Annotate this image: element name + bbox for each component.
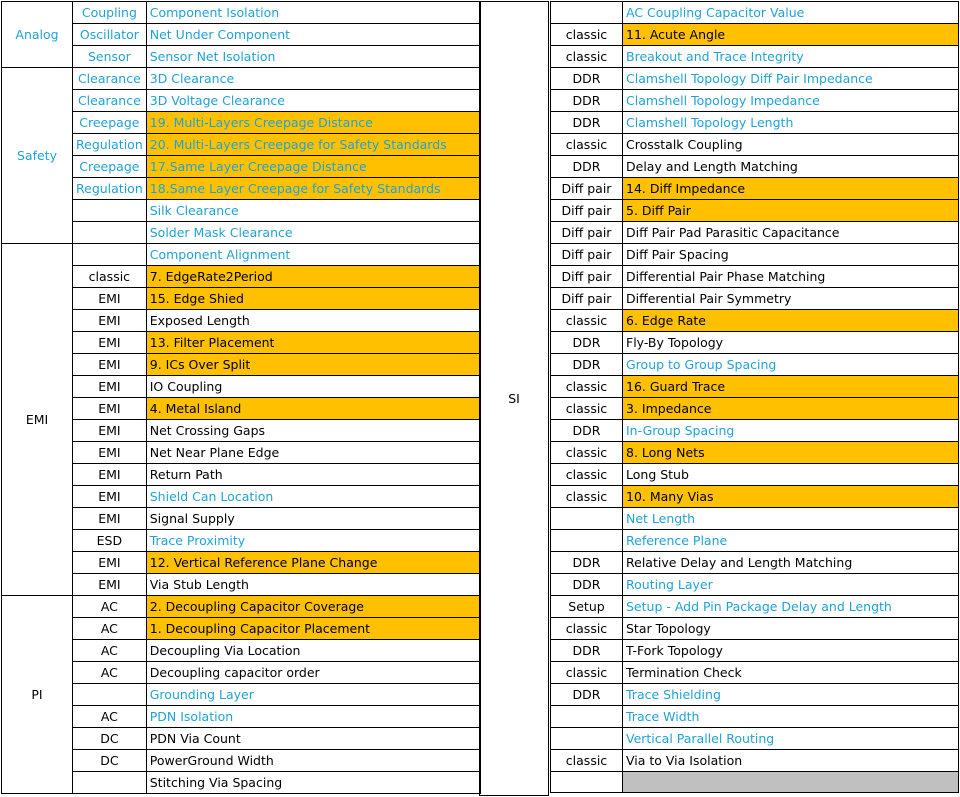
rule-subtype: DDR xyxy=(551,574,623,596)
rule-subtype: classic xyxy=(73,266,147,288)
rule-name[interactable]: Grounding Layer xyxy=(146,684,480,706)
rule-row xyxy=(2,530,481,552)
rule-subtype: DDR xyxy=(551,640,623,662)
rule-name: 9. ICs Over Split xyxy=(146,354,480,376)
rule-subtype: AC xyxy=(73,618,147,640)
rule-name[interactable]: Trace Shielding xyxy=(623,684,959,706)
rule-name[interactable]: 17.Same Layer Creepage Distance xyxy=(146,156,480,178)
rule-subtype xyxy=(73,684,147,706)
rule-subtype: EMI xyxy=(73,552,147,574)
rule-subtype: ESD xyxy=(73,530,147,552)
rule-row xyxy=(2,288,481,310)
rule-subtype: DDR xyxy=(551,420,623,442)
rule-row xyxy=(2,464,481,486)
rule-row xyxy=(2,200,481,222)
rule-row xyxy=(2,728,481,750)
rule-subtype: DDR xyxy=(551,332,623,354)
rule-subtype: Diff pair xyxy=(551,266,623,288)
rule-name: 12. Vertical Reference Plane Change xyxy=(146,552,480,574)
category-label-analog: Analog xyxy=(2,2,73,68)
rule-row xyxy=(551,552,959,574)
rule-subtype xyxy=(73,200,147,222)
rule-name: 3. Impedance xyxy=(623,398,959,420)
rule-name[interactable]: PDN Isolation xyxy=(146,706,480,728)
rule-name[interactable]: Net Under Component xyxy=(146,24,480,46)
rule-name: 8. Long Nets xyxy=(623,442,959,464)
rule-name: Relative Delay and Length Matching xyxy=(623,552,959,574)
rule-name[interactable]: Component Isolation xyxy=(146,2,480,24)
rule-name[interactable]: Vertical Parallel Routing xyxy=(623,728,959,750)
rule-subtype: Oscillator xyxy=(73,24,147,46)
rule-name[interactable]: Net Length xyxy=(623,508,959,530)
rule-row xyxy=(2,112,481,134)
rule-name: 4. Metal Island xyxy=(146,398,480,420)
rule-subtype: DDR xyxy=(551,354,623,376)
empty-cell xyxy=(623,772,959,793)
left-rule-table xyxy=(1,1,481,794)
rule-subtype: classic xyxy=(551,398,623,420)
rule-subtype xyxy=(551,2,623,24)
rule-name[interactable]: In-Group Spacing xyxy=(623,420,959,442)
rule-subtype: AC xyxy=(73,640,147,662)
rule-name[interactable]: Clamshell Topology Diff Pair Impedance xyxy=(623,68,959,90)
rule-name[interactable]: 20. Multi-Layers Creepage for Safety Standards xyxy=(146,134,480,156)
rule-subtype: DC xyxy=(73,750,147,772)
rule-row xyxy=(2,574,481,596)
rule-subtype xyxy=(551,772,623,793)
rule-subtype: DDR xyxy=(551,112,623,134)
rule-name: IO Coupling xyxy=(146,376,480,398)
rule-subtype: AC xyxy=(73,596,147,618)
rule-subtype: EMI xyxy=(73,376,147,398)
rule-subtype: Sensor xyxy=(73,46,147,68)
rule-name[interactable]: 19. Multi-Layers Creepage Distance xyxy=(146,112,480,134)
rule-subtype: Regulation xyxy=(73,178,147,200)
rule-row xyxy=(551,750,959,772)
rule-name[interactable]: Reference Plane xyxy=(623,530,959,552)
rule-subtype: DDR xyxy=(551,156,623,178)
rule-row xyxy=(551,156,959,178)
rule-subtype: EMI xyxy=(73,310,147,332)
rule-name[interactable]: Trace Proximity xyxy=(146,530,480,552)
rule-row xyxy=(2,310,481,332)
rule-name: Star Topology xyxy=(623,618,959,640)
rule-row xyxy=(2,90,481,112)
rule-subtype: Setup xyxy=(551,596,623,618)
rule-name: Via Stub Length xyxy=(146,574,480,596)
rule-row xyxy=(2,266,481,288)
rule-subtype: classic xyxy=(551,618,623,640)
rule-row xyxy=(2,640,481,662)
rule-subtype: classic xyxy=(551,442,623,464)
rule-row xyxy=(2,772,481,794)
rule-name: Crosstalk Coupling xyxy=(623,134,959,156)
rule-subtype: classic xyxy=(551,486,623,508)
rule-row xyxy=(2,662,481,684)
rule-subtype: EMI xyxy=(73,574,147,596)
category-label-emi: EMI xyxy=(2,244,73,596)
rule-subtype xyxy=(551,728,623,750)
rule-name: Differential Pair Symmetry xyxy=(623,288,959,310)
rule-name: 11. Acute Angle xyxy=(623,24,959,46)
rule-subtype: classic xyxy=(551,46,623,68)
rule-subtype xyxy=(551,530,623,552)
rule-name[interactable]: 18.Same Layer Creepage for Safety Standards xyxy=(146,178,480,200)
rule-row xyxy=(2,486,481,508)
rule-name[interactable]: Component Alignment xyxy=(146,244,480,266)
rule-subtype xyxy=(73,222,147,244)
rule-subtype: classic xyxy=(551,310,623,332)
rule-subtype: DDR xyxy=(551,68,623,90)
rule-subtype xyxy=(73,772,147,794)
rule-subtype: EMI xyxy=(73,508,147,530)
rule-row xyxy=(551,640,959,662)
rule-row xyxy=(2,420,481,442)
si-rule-table xyxy=(550,1,959,793)
rule-row xyxy=(551,728,959,750)
rule-row xyxy=(551,684,959,706)
rule-subtype: EMI xyxy=(73,420,147,442)
rule-name[interactable]: Solder Mask Clearance xyxy=(146,222,480,244)
rule-subtype: Diff pair xyxy=(551,222,623,244)
rule-name[interactable]: Clamshell Topology Length xyxy=(623,112,959,134)
rule-row xyxy=(2,552,481,574)
rule-name[interactable]: Trace Width xyxy=(623,706,959,728)
rule-name: Via to Via Isolation xyxy=(623,750,959,772)
rule-name[interactable]: Shield Can Location xyxy=(146,486,480,508)
rule-subtype: EMI xyxy=(73,486,147,508)
rule-name: 16. Guard Trace xyxy=(623,376,959,398)
rule-row xyxy=(2,2,481,24)
rule-row xyxy=(551,442,959,464)
rule-name: Termination Check xyxy=(623,662,959,684)
rule-row xyxy=(551,244,959,266)
rule-row xyxy=(551,354,959,376)
rule-subtype: classic xyxy=(551,662,623,684)
rule-row xyxy=(551,2,959,24)
rule-subtype xyxy=(551,508,623,530)
rule-subtype: Diff pair xyxy=(551,288,623,310)
category-label-safety: Safety xyxy=(2,68,73,244)
rule-row xyxy=(2,376,481,398)
rule-subtype: classic xyxy=(551,24,623,46)
rule-row xyxy=(2,244,481,266)
rule-name: Diff Pair Pad Parasitic Capacitance xyxy=(623,222,959,244)
rule-subtype: Creepage xyxy=(73,112,147,134)
rule-row xyxy=(551,464,959,486)
rule-row xyxy=(2,156,481,178)
rule-name: T-Fork Topology xyxy=(623,640,959,662)
rule-name: 6. Edge Rate xyxy=(623,310,959,332)
rule-subtype: EMI xyxy=(73,332,147,354)
rule-name: Stitching Via Spacing xyxy=(146,772,480,794)
rule-subtype: AC xyxy=(73,706,147,728)
rule-name: Delay and Length Matching xyxy=(623,156,959,178)
rule-subtype: EMI xyxy=(73,288,147,310)
rule-row xyxy=(551,178,959,200)
rule-subtype: Clearance xyxy=(73,68,147,90)
rule-row xyxy=(2,618,481,640)
rule-subtype: DDR xyxy=(551,552,623,574)
rule-row xyxy=(551,134,959,156)
rule-name: 10. Many Vias xyxy=(623,486,959,508)
rule-row xyxy=(551,46,959,68)
rule-name[interactable]: Routing Layer xyxy=(623,574,959,596)
rule-name[interactable]: Sensor Net Isolation xyxy=(146,46,480,68)
rule-row xyxy=(2,596,481,618)
rule-row xyxy=(551,618,959,640)
rule-name: Net Near Plane Edge xyxy=(146,442,480,464)
rule-name: PDN Via Count xyxy=(146,728,480,750)
rule-row xyxy=(551,508,959,530)
rule-name: Net Crossing Gaps xyxy=(146,420,480,442)
rule-subtype: Regulation xyxy=(73,134,147,156)
rule-row xyxy=(551,596,959,618)
rule-name: Fly-By Topology xyxy=(623,332,959,354)
rule-name: Differential Pair Phase Matching xyxy=(623,266,959,288)
rule-name: 13. Filter Placement xyxy=(146,332,480,354)
rule-name: 15. Edge Shied xyxy=(146,288,480,310)
rule-subtype: EMI xyxy=(73,464,147,486)
rule-row xyxy=(2,750,481,772)
rule-name[interactable]: Silk Clearance xyxy=(146,200,480,222)
rule-name: 14. Diff Impedance xyxy=(623,178,959,200)
rule-row xyxy=(2,24,481,46)
rule-row xyxy=(551,90,959,112)
rule-name[interactable]: Breakout and Trace Integrity xyxy=(623,46,959,68)
rule-name: PowerGround Width xyxy=(146,750,480,772)
rule-row xyxy=(2,354,481,376)
rule-subtype: Creepage xyxy=(73,156,147,178)
rule-subtype: EMI xyxy=(73,398,147,420)
rule-subtype: Diff pair xyxy=(551,200,623,222)
rule-subtype: Clearance xyxy=(73,90,147,112)
rule-row xyxy=(2,134,481,156)
rule-row xyxy=(551,376,959,398)
rule-name: 1. Decoupling Capacitor Placement xyxy=(146,618,480,640)
rule-row xyxy=(2,706,481,728)
rule-row xyxy=(551,662,959,684)
rule-subtype: classic xyxy=(551,134,623,156)
rule-name: Signal Supply xyxy=(146,508,480,530)
rule-row xyxy=(551,200,959,222)
rule-row xyxy=(551,420,959,442)
rule-subtype: classic xyxy=(551,464,623,486)
category-label-pi: PI xyxy=(2,596,73,794)
rule-row xyxy=(2,508,481,530)
rule-name: Diff Pair Spacing xyxy=(623,244,959,266)
rule-row xyxy=(551,574,959,596)
rule-name: 2. Decoupling Capacitor Coverage xyxy=(146,596,480,618)
rule-row xyxy=(551,24,959,46)
rule-subtype: DDR xyxy=(551,90,623,112)
rule-row xyxy=(551,332,959,354)
rule-row xyxy=(551,530,959,552)
rule-subtype: DC xyxy=(73,728,147,750)
rule-row xyxy=(551,288,959,310)
rule-row xyxy=(2,178,481,200)
rule-name[interactable]: AC Coupling Capacitor Value xyxy=(623,2,959,24)
rule-row xyxy=(551,398,959,420)
rule-name[interactable]: Clamshell Topology Impedance xyxy=(623,90,959,112)
rule-subtype xyxy=(73,244,147,266)
rule-name: 7. EdgeRate2Period xyxy=(146,266,480,288)
rule-name[interactable]: 3D Voltage Clearance xyxy=(146,90,480,112)
rule-name: Decoupling Via Location xyxy=(146,640,480,662)
rule-subtype: classic xyxy=(551,376,623,398)
rule-name[interactable]: 3D Clearance xyxy=(146,68,480,90)
rule-subtype: AC xyxy=(73,662,147,684)
rule-subtype: classic xyxy=(551,750,623,772)
rule-row xyxy=(551,706,959,728)
category-label-si: SI xyxy=(479,1,549,796)
rule-subtype: EMI xyxy=(73,354,147,376)
rule-name: Decoupling capacitor order xyxy=(146,662,480,684)
rule-row xyxy=(551,310,959,332)
rule-subtype: EMI xyxy=(73,442,147,464)
rule-row xyxy=(2,442,481,464)
rule-row xyxy=(551,772,959,793)
rule-subtype: Coupling xyxy=(73,2,147,24)
rule-subtype: Diff pair xyxy=(551,244,623,266)
rule-name: Exposed Length xyxy=(146,310,480,332)
rule-row xyxy=(2,222,481,244)
rule-row xyxy=(2,398,481,420)
rule-subtype: DDR xyxy=(551,684,623,706)
rule-subtype: Diff pair xyxy=(551,178,623,200)
rule-row xyxy=(2,332,481,354)
rule-subtype xyxy=(551,706,623,728)
rule-row xyxy=(551,266,959,288)
rule-row xyxy=(2,46,481,68)
rule-name: 5. Diff Pair xyxy=(623,200,959,222)
rule-row xyxy=(2,684,481,706)
rule-name[interactable]: Setup - Add Pin Package Delay and Length xyxy=(623,596,959,618)
rule-row xyxy=(2,68,481,90)
rule-name: Return Path xyxy=(146,464,480,486)
rule-row xyxy=(551,112,959,134)
rule-row xyxy=(551,222,959,244)
rule-row xyxy=(551,486,959,508)
rule-row xyxy=(551,68,959,90)
rule-name[interactable]: Group to Group Spacing xyxy=(623,354,959,376)
rule-name: Long Stub xyxy=(623,464,959,486)
